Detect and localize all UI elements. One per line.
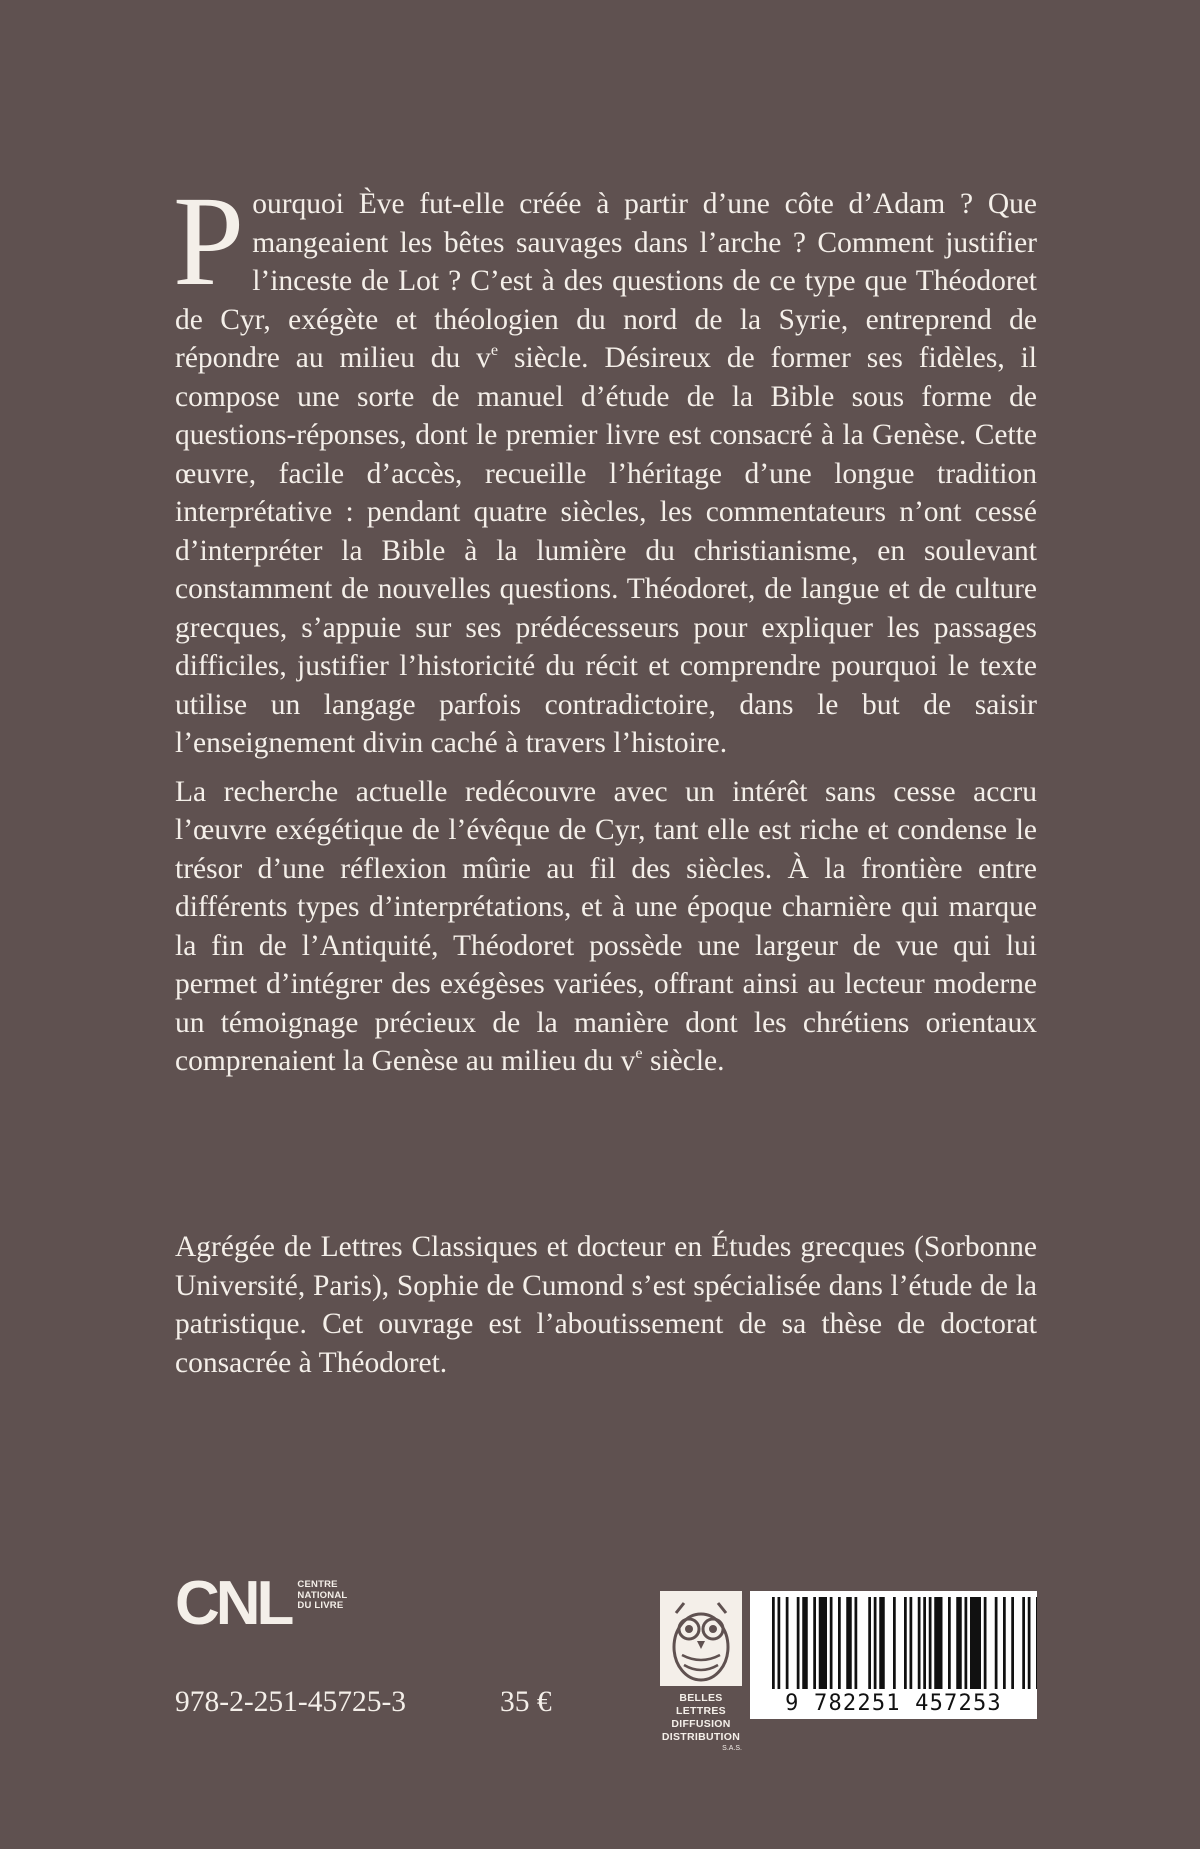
publisher-sas: S.A.S. bbox=[722, 1745, 742, 1752]
barcode-bar bbox=[879, 1597, 885, 1689]
barcode-bar bbox=[797, 1597, 800, 1689]
cnl-caption-line: NATIONAL bbox=[297, 1589, 348, 1601]
barcode bbox=[750, 1591, 1037, 1719]
owl-icon bbox=[660, 1591, 742, 1686]
description-paragraph-2 bbox=[175, 773, 1037, 1081]
barcode-bar bbox=[948, 1597, 951, 1689]
drop-cap: P bbox=[173, 170, 245, 312]
barcode-bar bbox=[893, 1597, 896, 1689]
barcode-bar bbox=[956, 1597, 962, 1689]
barcode-bar bbox=[904, 1597, 907, 1689]
superscript-e: e bbox=[635, 1043, 643, 1062]
barcode-bar bbox=[1022, 1597, 1025, 1689]
barcode-bar bbox=[838, 1597, 841, 1689]
barcode-bar bbox=[813, 1597, 816, 1689]
cnl-logo bbox=[175, 1569, 348, 1638]
barcode-bar bbox=[855, 1597, 858, 1689]
barcode-bar bbox=[1028, 1597, 1031, 1689]
barcode-bar bbox=[970, 1597, 981, 1689]
barcode-bar bbox=[1003, 1597, 1006, 1689]
barcode-digits: 9 782251 457253 bbox=[785, 1691, 1002, 1716]
barcode-bar bbox=[802, 1597, 808, 1689]
barcode-bar bbox=[923, 1597, 926, 1689]
publisher-line: BELLES LETTRES bbox=[676, 1692, 726, 1717]
barcode-bar bbox=[819, 1597, 827, 1689]
description-paragraph-1 bbox=[173, 170, 1038, 763]
paragraph-1-text-b: siècle. Désireux de former ses fidèles, il compose une sorte de manuel d’étude de la Bible sous forme de questions-réponses, dont le premier livre est consacré à la Genèse. Cette œuvre, facile d’accès, recueille l’héritage d’une longue tradition interprétative : pendant quatre siècles, les commentateurs n’ont cessé d’interpréter la Bible à la lumière du christianisme, en soulevant constamment de nouvelles questions. Théodoret, de langue et de culture grecques, s’appuie sur ses prédécesseurs pour expliquer les passages difficiles, justifier l’historicité du récit et comprendre pourquoi le texte utilise un langage parfois contradictoire, dans le but de saisir l’enseignement divin caché à travers l’histoire. bbox=[175, 342, 1038, 759]
superscript-e: e bbox=[490, 340, 499, 359]
publisher-name bbox=[660, 1692, 742, 1744]
barcode-bar bbox=[1036, 1597, 1037, 1689]
publisher-line: DIFFUSION bbox=[671, 1718, 731, 1730]
barcode-bar bbox=[846, 1597, 852, 1689]
barcode-bar bbox=[995, 1597, 998, 1689]
cnl-caption-line: DU LIVRE bbox=[297, 1600, 344, 1611]
cnl-logo-letters: CNL bbox=[175, 1569, 291, 1638]
back-cover-description bbox=[173, 170, 1038, 1081]
barcode-bar bbox=[934, 1597, 942, 1689]
barcode-bar bbox=[868, 1597, 871, 1689]
barcode-bar bbox=[918, 1597, 921, 1689]
barcode-bar bbox=[910, 1597, 913, 1689]
price: 35 € bbox=[500, 1686, 552, 1718]
publisher-line: DISTRIBUTION bbox=[661, 1731, 741, 1743]
cnl-logo-caption bbox=[297, 1580, 347, 1612]
isbn: 978-2-251-45725-3 bbox=[175, 1686, 407, 1718]
publisher-logo bbox=[660, 1591, 742, 1752]
barcode-bar bbox=[778, 1597, 781, 1689]
paragraph-1-text-a: ourquoi Ève fut-elle créée à partir d’une côte d’Adam ? Que mangeaient les bêtes sauvages dans l’arche ? Comment justifier l’inceste de Lot ? C’est à des questions de ce type que Théodoret de Cyr, exégète et théologien du nord de la Syrie, entreprend de répondre au milieu du v bbox=[175, 188, 1037, 374]
paragraph-2-text-b: siècle. bbox=[642, 1045, 725, 1077]
barcode-bar bbox=[874, 1597, 877, 1689]
barcode-bar bbox=[786, 1597, 789, 1689]
barcode-bar bbox=[965, 1597, 968, 1689]
barcode-bar bbox=[772, 1597, 775, 1689]
barcode-bar bbox=[1011, 1597, 1014, 1689]
author-bio: Agrégée de Lettres Classiques et docteur en Études grecques (Sorbonne Université, Paris), Sophie de Cumond s’est spécialisée dans l’étude de la patristique. Cet ouvrage est l’aboutissement de sa thèse de doctorat consacrée à Théodoret. bbox=[175, 1231, 1037, 1379]
barcode-bar bbox=[929, 1597, 932, 1689]
barcode-bar bbox=[830, 1597, 833, 1689]
paragraph-2-text-a: La recherche actuelle redécouvre avec un intérêt sans cesse accru l’œuvre exégétique de l’évêque de Cyr, tant elle est riche et condense le trésor d’une réflexion mûrie au fil des siècles. À la frontière entre différents types d’interprétations, et à une époque charnière qui marque la fin de l’Antiquité, Théodoret possède une largeur de vue qui lui permet d’intégrer des exégèses variées, offrant ainsi au lecteur moderne un témoignage précieux de la manière dont les chrétiens orientaux comprenaient la Genèse au milieu du v bbox=[175, 775, 1037, 1077]
barcode-bar bbox=[984, 1597, 987, 1689]
cnl-caption-line: CENTRE bbox=[297, 1579, 338, 1590]
